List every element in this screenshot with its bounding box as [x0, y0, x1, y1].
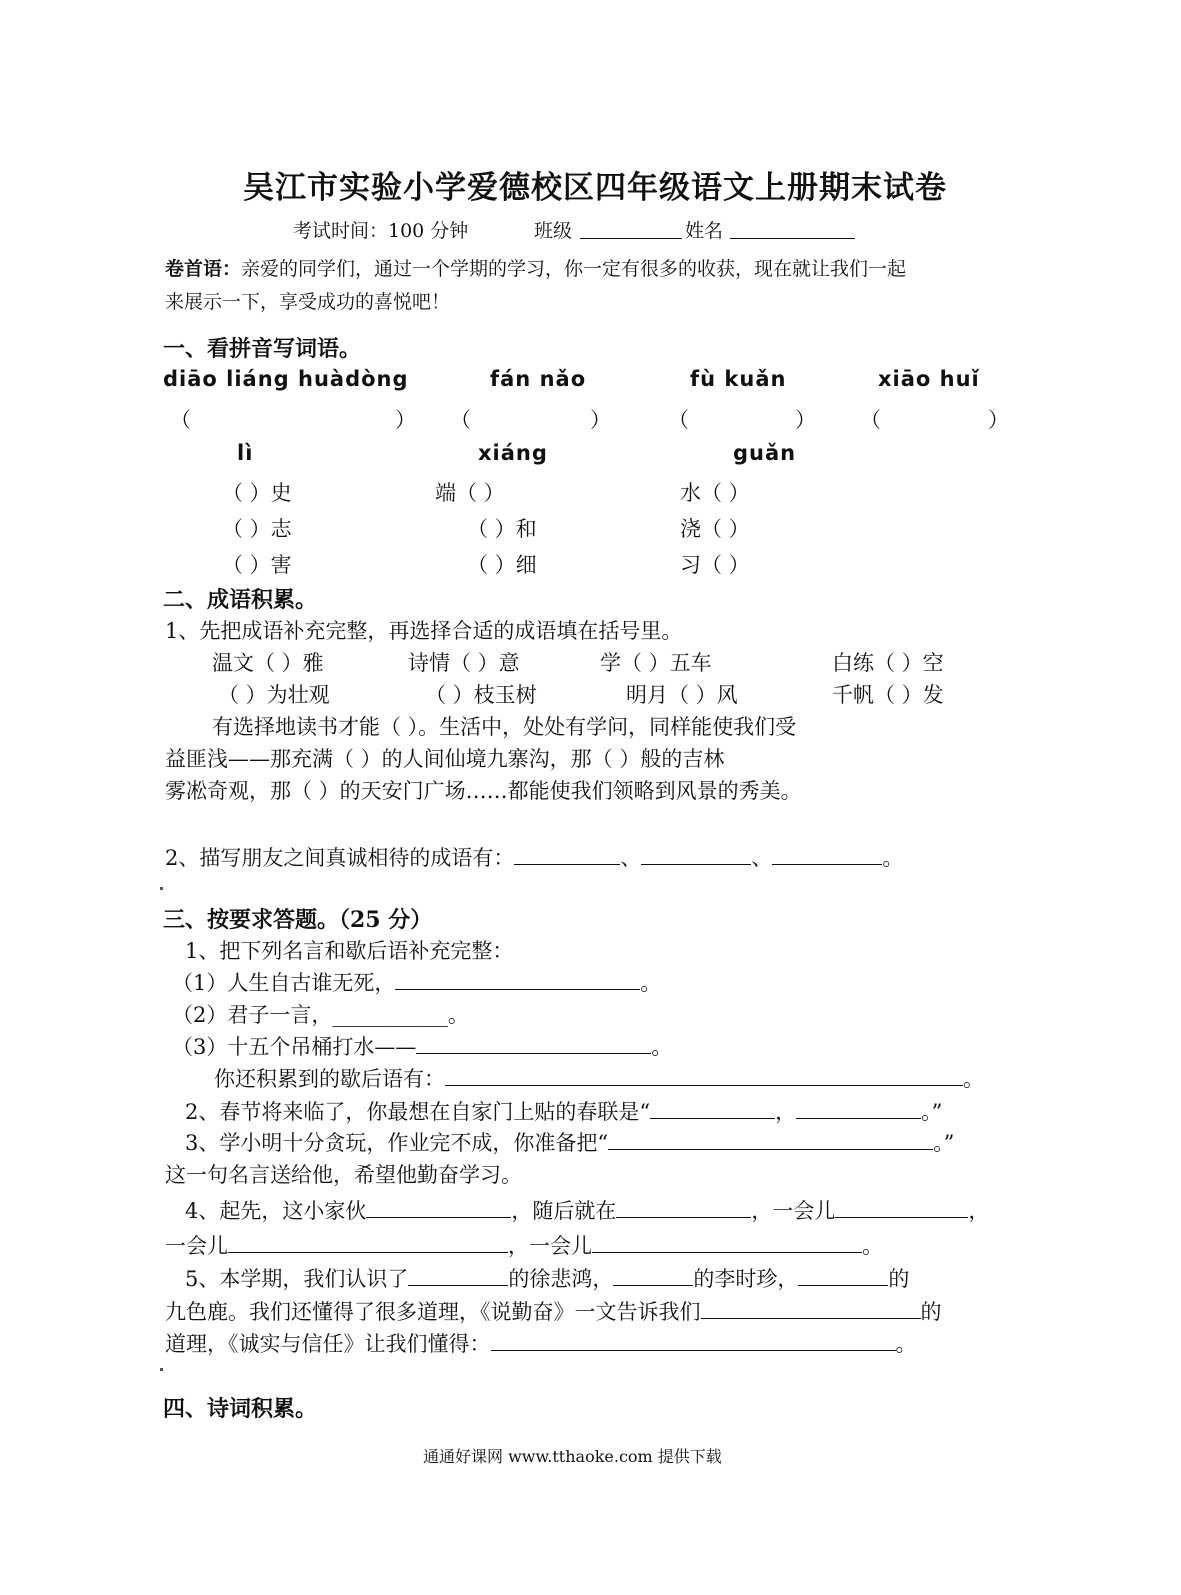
pinyin-4: xiāo huǐ: [878, 367, 980, 391]
section-3-q4-line2: [165, 1230, 883, 1260]
idiom-4: 白练（ ）空: [832, 651, 944, 675]
bracket-close-4: ）: [988, 408, 1009, 432]
preface-text-1: 亲爱的同学们，通过一个学期的学习，你一定有很多的收获，现在就让我们一起: [241, 258, 907, 280]
more-xiehouyu-text: 你还积累到的歇后语有：: [214, 1067, 445, 1091]
footer-text: 通通好课网 www.tthaoke.com 提供下载: [423, 1447, 722, 1466]
more-xiehouyu-end: 。: [963, 1067, 984, 1091]
q5-field-5[interactable]: [491, 1330, 896, 1351]
bracket-open-3: （: [668, 408, 689, 432]
q4-text-c: ，一会儿: [751, 1199, 836, 1223]
proverb-2-field[interactable]: ___________: [332, 1003, 448, 1027]
section-3-q3-line2: 这一句名言送给他，希望他勤奋学习。: [165, 1163, 522, 1187]
section-3-q2: [185, 1096, 942, 1126]
q4-field-1[interactable]: [366, 1197, 511, 1218]
idiom-8: 千帆（ ）发: [832, 683, 944, 707]
bracket-close-1: ）: [395, 408, 416, 432]
q2-sep-2: 、: [751, 846, 773, 870]
q5-text-b: 的徐悲鸿，: [508, 1267, 614, 1291]
section-4-heading: 四、诗词积累。: [163, 1396, 318, 1422]
q4-text-e: 一会儿: [165, 1234, 228, 1258]
idiom-3: 学（ ）五车: [600, 651, 712, 675]
section-3-q3: [185, 1127, 954, 1157]
q2-end: 。: [882, 846, 904, 870]
q4-text-b: ，随后就在: [511, 1199, 617, 1223]
q5-text-g: 道理，《诚实与信任》让我们懂得：: [165, 1332, 491, 1356]
section-3-q5: [185, 1263, 909, 1293]
poly-li-3: （ ）害: [222, 553, 292, 577]
couplet-text: 2、春节将来临了，你最想在自家门上贴的春联是“: [185, 1100, 651, 1124]
idiom-2: 诗情（ ）意: [408, 651, 520, 675]
exam-time: 考试时间：100 分钟: [293, 220, 469, 242]
poly-li-2: （ ）志: [222, 517, 292, 541]
section-3-q1: 1、把下列名言和歇后语补充完整：: [185, 939, 514, 963]
proverb-3: [172, 1031, 672, 1061]
idiom-5: （ ）为壮观: [218, 683, 330, 707]
preface-label: 卷首语：: [165, 258, 242, 280]
q4-text-a: 4、起先，这小家伙: [185, 1199, 367, 1223]
q5-text-e: 九色鹿。我们还懂得了很多道理，《说勤奋》一文告诉我们: [165, 1300, 701, 1324]
poly-header-guan: guǎn: [733, 441, 797, 465]
bracket-close-2: ）: [590, 408, 611, 432]
proverb-2-end: 。: [447, 1003, 469, 1027]
poly-header-xiang: xiáng: [478, 441, 548, 465]
section-3-q5-line2: [165, 1296, 942, 1326]
q4-text-f: ，一会儿: [508, 1234, 592, 1258]
pinyin-1: diāo liáng huàdòng: [163, 367, 409, 391]
q4-field-5[interactable]: [592, 1232, 862, 1253]
idiom-6: （ ）枝玉树: [425, 683, 537, 707]
q5-field-2[interactable]: [613, 1265, 693, 1286]
section-3-q4: [185, 1195, 989, 1225]
more-xiehouyu: [214, 1063, 984, 1093]
poly-li-1: （ ）史: [222, 481, 292, 505]
name-label: 姓名: [685, 220, 724, 242]
proverb-1-field[interactable]: [395, 969, 640, 990]
couplet-sep: ，: [775, 1100, 797, 1124]
proverb-1-end: 。: [640, 971, 662, 995]
idiom-1: 温文（ ）雅: [212, 651, 324, 675]
couplet-field-1[interactable]: [650, 1098, 775, 1119]
q4-field-3[interactable]: [835, 1197, 968, 1218]
q2-prompt: 2、描写朋友之间真诚相待的成语有：: [165, 846, 515, 870]
section-3-q5-line3: [165, 1328, 917, 1358]
poly-guan-3: 习（ ）: [680, 553, 750, 577]
bracket-close-3: ）: [795, 408, 816, 432]
idiom-7: 明月（ ）风: [626, 683, 738, 707]
q5-field-1[interactable]: [408, 1265, 508, 1286]
quote-text: 3、学小明十分贪玩，作业完不成，你准备把“: [185, 1131, 609, 1155]
proverb-2-text: （2）君子一言，: [172, 1003, 333, 1027]
q5-text-c: 的李时珍，: [693, 1267, 799, 1291]
q5-text-a: 5、本学期，我们认识了: [185, 1267, 409, 1291]
poly-xiang-2: （ ）和: [467, 517, 537, 541]
poly-guan-2: 浇（ ）: [680, 517, 750, 541]
name-field[interactable]: [730, 218, 855, 239]
pinyin-3: fù kuǎn: [690, 367, 787, 391]
friendship-idiom-field-2[interactable]: [641, 844, 751, 865]
section-2-q1: 1、先把成语补充完整，再选择合适的成语填在括号里。: [165, 619, 683, 643]
proverb-1-text: （1）人生自古谁无死，: [172, 971, 396, 995]
idiom-para-2: 益匪浅——那充满（ ）的人间仙境九寨沟，那（ ）般的吉林: [165, 747, 725, 771]
idiom-para-3: 雾凇奇观，那（ ）的天安门广场……都能使我们领略到风景的秀美。: [165, 779, 802, 803]
q4-field-4[interactable]: [228, 1232, 508, 1253]
couplet-field-2[interactable]: [796, 1098, 921, 1119]
proverb-2: [172, 999, 469, 1029]
class-field[interactable]: [580, 218, 682, 239]
q2-sep-1: 、: [620, 846, 642, 870]
more-xiehouyu-field[interactable]: [445, 1065, 963, 1086]
q4-end: 。: [862, 1234, 883, 1258]
stray-mark: [160, 1368, 163, 1371]
poly-header-li: lì: [237, 441, 254, 465]
bracket-open-1: （: [170, 408, 191, 432]
poly-xiang-1: 端（ ）: [435, 481, 505, 505]
q5-text-d: 的: [888, 1267, 910, 1291]
friendship-idiom-field-1[interactable]: [514, 844, 620, 865]
couplet-end: 。”: [921, 1100, 943, 1124]
q4-text-d: ，: [968, 1199, 990, 1223]
section-3-heading: 三、按要求答题。（25 分）: [163, 907, 433, 933]
bracket-open-4: （: [860, 408, 881, 432]
q5-end: 。: [895, 1332, 917, 1356]
quote-end: 。”: [933, 1131, 955, 1155]
q5-field-4[interactable]: [701, 1298, 921, 1319]
proverb-3-text: （3）十五个吊桶打水——: [172, 1035, 417, 1059]
section-2-heading: 二、成语积累。: [163, 587, 318, 613]
friendship-idiom-field-3[interactable]: [772, 844, 882, 865]
poly-guan-1: 水（ ）: [680, 481, 750, 505]
pinyin-2: fán nǎo: [490, 367, 587, 391]
section-2-q2: [165, 842, 903, 872]
q5-field-3[interactable]: [798, 1265, 888, 1286]
preface-line-1: [165, 254, 906, 281]
q4-field-2[interactable]: [616, 1197, 751, 1218]
poly-xiang-3: （ ）细: [467, 553, 537, 577]
page-title: 吴江市实验小学爱德校区四年级语文上册期末试卷: [243, 170, 947, 206]
stray-mark: [160, 887, 163, 890]
class-label: 班级: [534, 220, 573, 242]
q5-text-f: 的: [920, 1300, 942, 1324]
preface-line-2: 来展示一下，享受成功的喜悦吧！: [165, 291, 451, 313]
proverb-3-end: 。: [651, 1035, 673, 1059]
proverb-3-field[interactable]: [416, 1033, 651, 1054]
quote-field[interactable]: [608, 1129, 933, 1150]
bracket-open-2: （: [450, 408, 471, 432]
proverb-1: [172, 967, 661, 997]
idiom-para-1: 有选择地读书才能（ ）。生活中，处处有学问，同样能使我们受: [212, 715, 797, 739]
section-1-heading: 一、看拼音写词语。: [163, 336, 362, 362]
